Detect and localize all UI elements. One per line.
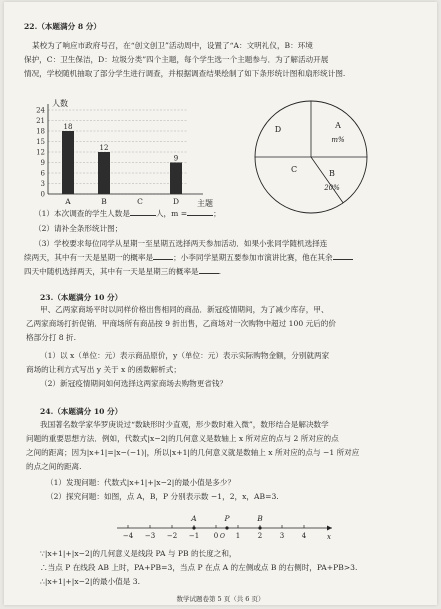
y-tick-label: 9 xyxy=(40,159,45,167)
x-tick-label: B xyxy=(101,197,107,206)
pie-chart-slices xyxy=(255,101,367,213)
slice-label: D xyxy=(274,125,282,134)
exam-page xyxy=(4,2,437,605)
x-label: x xyxy=(327,533,331,541)
tick-label: −3 xyxy=(144,532,156,540)
bar-chart xyxy=(28,98,218,210)
slice-label: B xyxy=(329,169,335,178)
slice-label: C xyxy=(290,165,298,174)
tick-label: 3 xyxy=(279,532,285,540)
q24-line3: ∴|x+1|+|x−2|的最小值是 3. xyxy=(40,577,141,586)
y-tick-label: 18 xyxy=(36,127,45,136)
point-label: A xyxy=(191,514,197,523)
point-label: P xyxy=(224,514,230,523)
tick-label: 4 xyxy=(301,532,307,540)
x-tick-label: C xyxy=(137,197,143,206)
axis-arrow xyxy=(327,526,332,531)
tick-label: −4 xyxy=(122,532,134,540)
point xyxy=(258,526,261,529)
data-label: 9 xyxy=(173,154,179,163)
q23-parts: （1）以 x（单位：元）表示商品原价，y（单位：元）表示实际购物金额，分别就两家 商场的让利方式写出 y 关于 x 的函数解析式； （2）新冠疫情期间如何选择这两家商场去购物更省钱？ xyxy=(26,351,330,388)
data-label: 12 xyxy=(99,144,109,152)
q22-part1: （1）本次调查的学生人数是 人，m = ； xyxy=(34,209,221,218)
point-label: B xyxy=(257,514,263,523)
tick-label: −1 xyxy=(188,532,200,540)
data-label: 18 xyxy=(63,123,73,131)
tick-label: 0 xyxy=(213,532,219,540)
x-tick-label: A xyxy=(65,197,71,206)
y-tick-label: 15 xyxy=(36,138,45,146)
slice-border xyxy=(311,157,343,203)
y-tick-label: 12 xyxy=(36,148,45,157)
x-tick-label: D xyxy=(172,197,180,206)
point xyxy=(192,526,195,529)
y-tick-label: 6 xyxy=(40,169,45,178)
q24-part2: （2）探究问题：如图，点 A，B，P 分别表示数 −1，2，x，AB=3. xyxy=(46,492,279,501)
origin-label: O xyxy=(220,533,225,540)
point xyxy=(225,526,228,529)
q24-heading: 24.（本题满分 10 分） xyxy=(40,407,123,416)
tick-label: 1 xyxy=(235,532,241,540)
q24-line2: ∴当点 P 在线段 AB 上时，PA+PB=3，当点 P 在点 A 的左侧或点 B 的右侧时，PA+PB>3. xyxy=(40,563,358,572)
y-tick-label: 21 xyxy=(36,117,45,125)
bar xyxy=(170,163,182,195)
q24-intro: 我国著名数学家华罗庚说过“数缺形时少直观，形少数时难入微”，数形结合是解决数学 问题的重要思想方法．例如，代数式|x−2|的几何意义是数轴上 x 所对应的点与 2 所对应的点 之间的距离；因为|x+1|=|x−(−1)|，所以|x+1|的几何意义就是数轴上 x 所对应的点与 −1 所对应 的点之间的距离. xyxy=(26,420,360,471)
q23-intro: 甲、乙两家商场平时以同样价格出售相同的商品．新冠疫情期间，为了减少库存，甲、 乙两家商场打折促销．甲商场所有商品按 9 折出售，乙商场对一次购物中超过 100 元后的价 格部分打 8 折. xyxy=(26,305,336,342)
bar xyxy=(98,152,110,194)
y-tick-label: 24 xyxy=(36,106,45,115)
number-line-marks xyxy=(117,514,332,541)
bar-chart-bars xyxy=(62,123,182,206)
slice-label: A xyxy=(335,121,341,130)
y-axis-label: 人数 xyxy=(52,99,68,108)
q22-intro: 某校为了响应市政府号召，在“创文创卫”活动周中，设置了“A：文明礼仪，B：环境 保护，C：卫生保洁，D：垃圾分类”四个主题，每个学生选一个主题参与．为了解活动开展 情况，学校随机抽取了部分学生进行调查，并根据调查结果绘制了如下条形统计图和扇形统计图. xyxy=(24,41,346,78)
q24-part1: （1）发现问题：代数式|x+1|+|x−2|的最小值是多少？ xyxy=(46,478,236,487)
y-tick-label: 0 xyxy=(40,190,45,199)
q22-part3: （3）学校要求每位同学从星期一至星期五选择两天参加活动．如果小张同学随机选择连 续两天，其中有一天是星期一的概率是 ；小李同学星期五要参加市演讲比赛，他在其余 四天中随机选择两天，其中有一天是星期三的概率是 . xyxy=(34,237,424,279)
slice-value: 20% xyxy=(324,184,340,192)
slice-value: m% xyxy=(331,136,345,144)
q22-part2: （2）请补全条形统计图； xyxy=(34,224,123,233)
x-axis-label: 主题 xyxy=(197,199,213,208)
tick-label: 2 xyxy=(257,532,263,540)
tick-label: −2 xyxy=(166,532,178,540)
pie-chart xyxy=(252,98,370,216)
q22-heading: 22.（本题满分 8 分） xyxy=(24,22,101,31)
page-footer: 数学试题卷第 5 页（共 6 页） xyxy=(176,595,265,603)
y-tick-label: 3 xyxy=(40,180,45,188)
number-line xyxy=(99,506,329,548)
bar xyxy=(62,131,74,194)
q23-heading: 23.（本题满分 10 分） xyxy=(40,293,123,302)
q24-line1: ∵|x+1|+|x−2|的几何意义是线段 PA 与 PB 的长度之和， xyxy=(40,549,237,558)
